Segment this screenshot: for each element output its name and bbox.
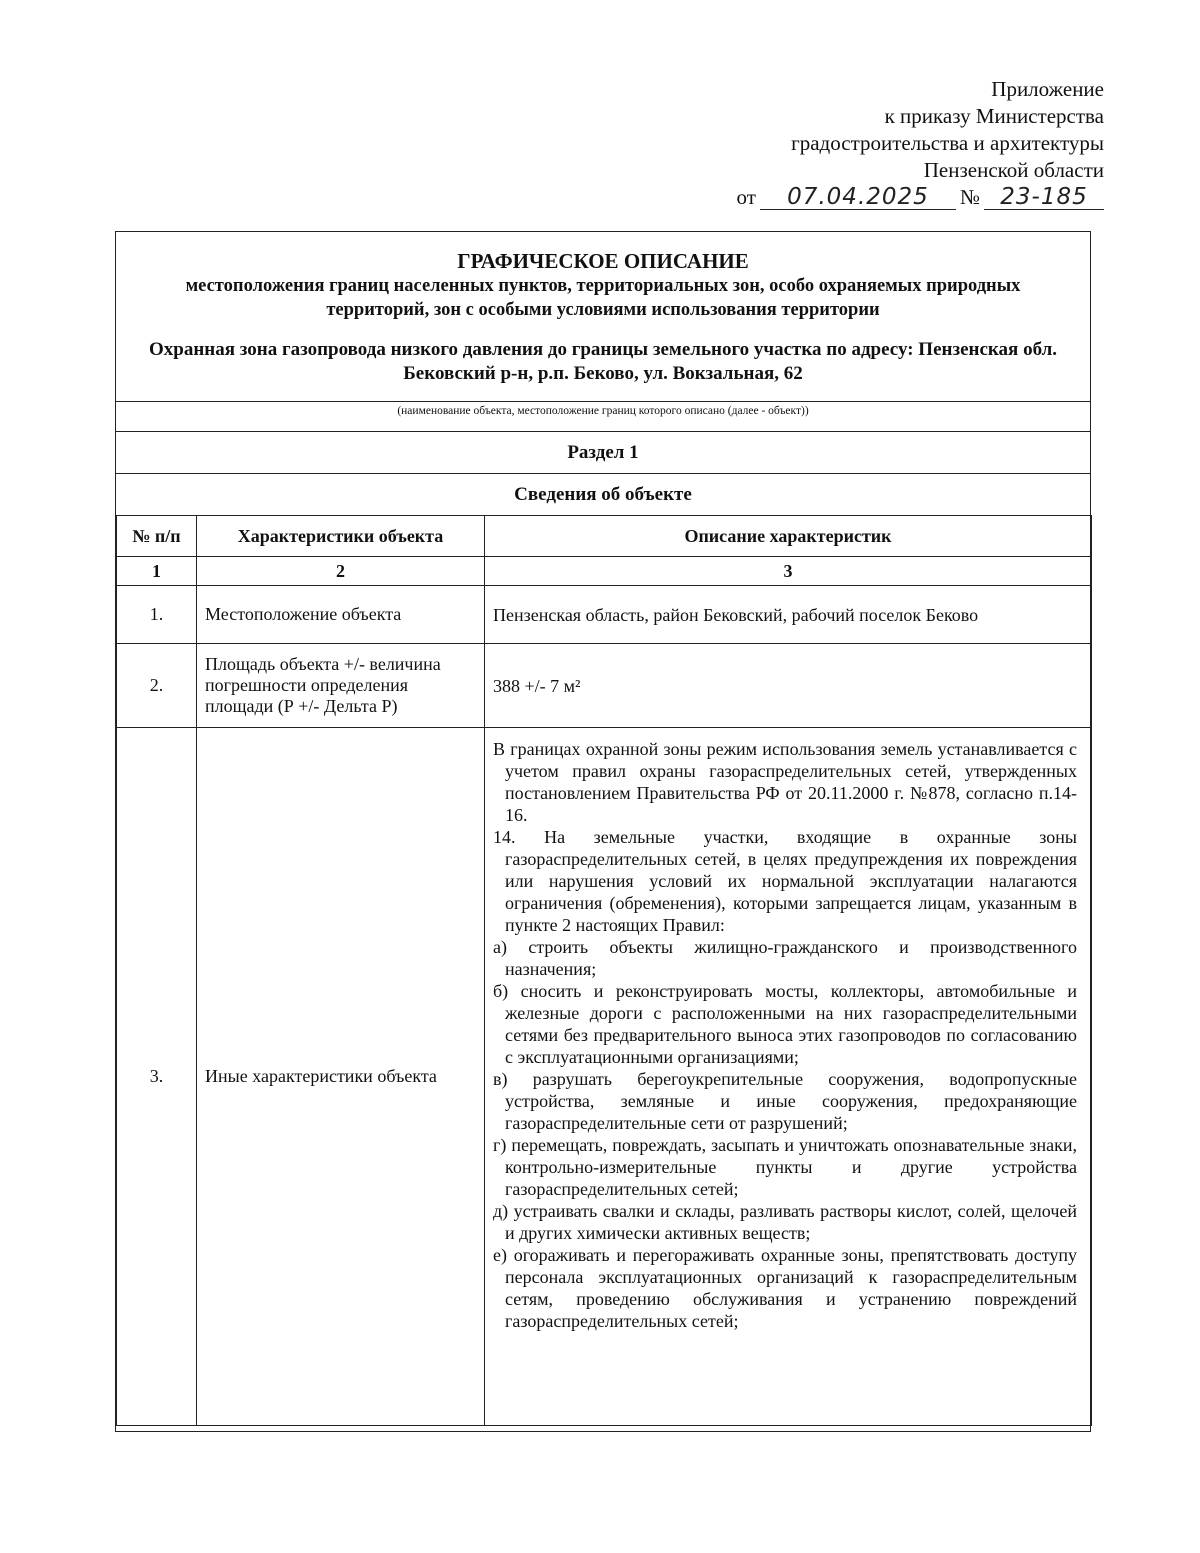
row-number: 1. xyxy=(117,586,197,644)
divider xyxy=(116,431,1090,432)
column-number: 1 xyxy=(117,557,197,586)
object-caption: (наименование объекта, местоположение границ которого описано (далее - объект)) xyxy=(397,405,809,417)
document-header xyxy=(116,232,1090,403)
appendix-line-4: Пензенской области xyxy=(923,158,1104,182)
row-characteristic: Площадь объекта +/- величина погрешности определения площади (Р +/- Дельта Р) xyxy=(197,644,485,728)
number-prefix: № xyxy=(959,185,980,209)
appendix-block xyxy=(737,76,1104,211)
table-row xyxy=(117,728,1092,1426)
object-name: Охранная зона газопровода низкого давления до границы земельного участка по адресу: Пензенская обл. Бековский р-н, р.п. Беково, ул. Вокзальная, 62 xyxy=(148,339,1058,384)
header-cell-num: № п/п xyxy=(117,516,197,557)
table-header-row xyxy=(117,516,1092,557)
appendix-line-1: Приложение xyxy=(991,77,1104,101)
description-paragraph: а) строить объекты жилищно-гражданского и производственного назначения; xyxy=(493,937,1077,979)
column-number-row xyxy=(117,557,1092,586)
handwritten-date: 07.04.2025 xyxy=(760,185,956,210)
row-number: 3. xyxy=(117,728,197,1426)
table-row xyxy=(117,644,1092,728)
column-number: 3 xyxy=(485,557,1092,586)
row-number: 2. xyxy=(117,644,197,728)
date-prefix: от xyxy=(736,185,756,209)
description-paragraph: е) огораживать и перегораживать охранные зоны, препятствовать доступу персонала эксплуатационных организаций к газораспределительным сетям, проведению обслуживания и устранению повреждений газораспределительных сетей; xyxy=(493,1245,1077,1331)
table-row xyxy=(117,586,1092,644)
appendix-line-2: к приказу Министерства xyxy=(884,104,1104,128)
header-cell-desc: Описание характеристик xyxy=(485,516,1092,557)
description-paragraph: 14. На земельные участки, входящие в охранные зоны газораспределительных сетей, в целях предупреждения их повреждения или нарушения условий их нормальной эксплуатации налагаются ограничения (обременения), которыми запрещается лицам, указанным в пункте 2 настоящих Правил: xyxy=(493,827,1077,935)
row-description: 388 +/- 7 м² xyxy=(485,644,1092,728)
row-description xyxy=(485,728,1092,1426)
document-subtitle: местоположения границ населенных пунктов, территориальных зон, особо охраняемых природных территорий, зон с особыми условиями использования территории xyxy=(185,276,1021,320)
section-subtitle: Сведения об объекте xyxy=(514,484,692,505)
document-frame xyxy=(115,231,1091,1432)
row-characteristic: Местоположение объекта xyxy=(197,586,485,644)
description-paragraph: д) устраивать свалки и склады, разливать растворы кислот, солей, щелочей и других химически активных веществ; xyxy=(493,1201,1077,1243)
description-paragraph: В границах охранной зоны режим использования земель устанавливается с учетом правил охраны газораспределительных сетей, утвержденных постановлением Правительства РФ от 20.11.2000 г. №878, согласно п.14-16. xyxy=(493,739,1077,825)
object-info-table xyxy=(116,515,1092,1426)
row-description: Пензенская область, район Бековский, рабочий поселок Беково xyxy=(485,586,1092,644)
divider xyxy=(116,401,1090,402)
row-characteristic: Иные характеристики объекта xyxy=(197,728,485,1426)
appendix-line-3: градостроительства и архитектуры xyxy=(791,131,1104,155)
description-paragraph: б) сносить и реконструировать мосты, коллекторы, автомобильные и железные дороги с расположенными на них газораспределительными сетями без предварительного выноса этих газопроводов по согласованию с эксплуатационными организациями; xyxy=(493,981,1077,1067)
header-cell-name: Характеристики объекта xyxy=(197,516,485,557)
description-paragraph: в) разрушать берегоукрепительные сооружения, водопропускные устройства, земляные и иные сооружения, предохраняющие газораспределительные сети от разрушений; xyxy=(493,1069,1077,1133)
description-paragraph: г) перемещать, повреждать, засыпать и уничтожать опознавательные знаки, контрольно-измерительные пункты и другие устройства газораспределительных сетей; xyxy=(493,1135,1077,1199)
column-number: 2 xyxy=(197,557,485,586)
handwritten-number: 23-185 xyxy=(984,185,1104,210)
document-title: ГРАФИЧЕСКОЕ ОПИСАНИЕ xyxy=(457,249,749,273)
order-date-number-line xyxy=(737,184,1104,211)
section-title: Раздел 1 xyxy=(567,442,639,463)
